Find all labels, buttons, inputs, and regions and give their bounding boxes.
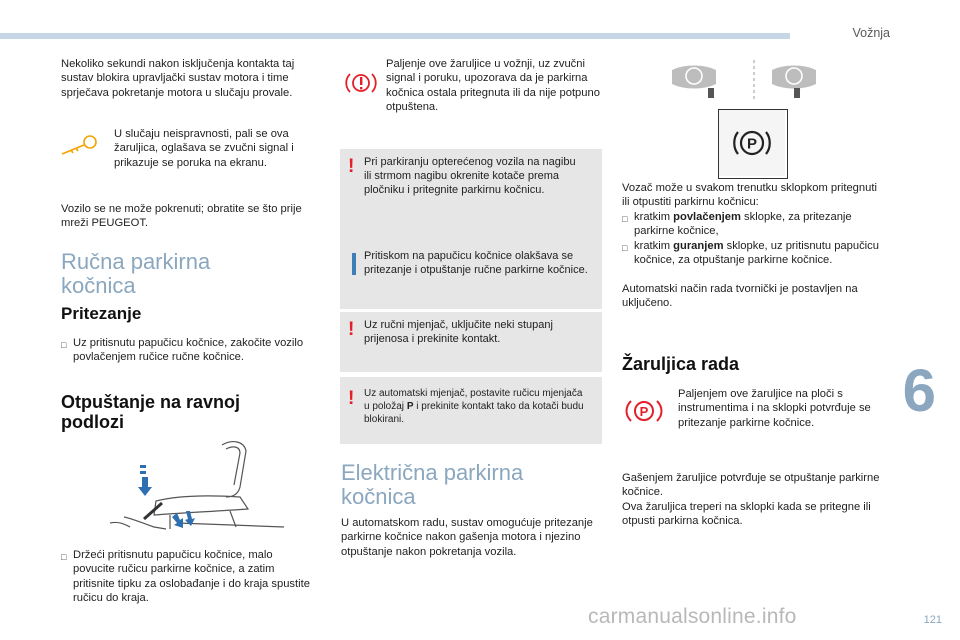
release-heading-line1: Otpuštanje na ravnoj [61, 392, 241, 412]
pull-pre: kratkim [634, 211, 674, 223]
box-automatic-text [364, 387, 590, 426]
epb-text: U automatskom radu, sustav omogućuje pritezanje parkirne kočnice nakon gašenja motora i njezino otpuštanje nakon pokretanja vozila. [341, 517, 593, 558]
electric-brake-title [341, 461, 523, 509]
key-warning-icon [60, 134, 100, 158]
svg-text:P: P [639, 404, 649, 419]
bullet-glyph: □ [622, 243, 628, 253]
warning-light-text: U slučaju neispravnosti, pali se ova žaruljica, oglašava se zvučni signal i prikazuje se poruka na ekranu. [114, 128, 294, 169]
pull-bullet-text [634, 210, 884, 239]
exclamation-icon: ! [348, 156, 355, 177]
box-manual-text: Uz ručni mjenjač, uključite neki stupanj prijenosa i prekinite kontakt. [364, 319, 553, 345]
info-bar-icon [352, 253, 356, 275]
exclamation-icon: ! [348, 319, 355, 340]
page-number: 121 [923, 614, 942, 626]
seat-handbrake-illustration [100, 435, 320, 537]
release-heading [61, 392, 240, 432]
apply-text: Uz pritisnutu papučicu kočnice, zakočite vozilo povlačenjem ručice ručne kočnice. [73, 337, 304, 364]
intro-text: Nekoliko sekundi nakon isključenja kontakta taj sustav blokira upravljački sustav motora i time sprječava pokretanje motora u slučaju provale. [61, 58, 295, 99]
push-keyword: guranjem [673, 240, 724, 252]
alert-text: Paljenje ove žaruljice u vožnji, uz zvučni signal i poruku, upozorava da je parkirna kočnica ostala pritegnuta ili da nije potpuno otpuštena. [386, 58, 600, 114]
watermark: carmanualsonline.info [588, 605, 797, 628]
brake-alert-icon [344, 70, 378, 96]
electric-brake-title-line1: Električna parkirna [341, 460, 524, 485]
push-post: sklopke, uz pritisnutu papučicu kočnice, za otpuštanje parkirne kočnice. [634, 240, 879, 267]
manual-brake-title-line1: Ručna parkirna [61, 249, 211, 274]
lamp-off-text: Gašenjem žaruljice potvrđuje se otpuštanje parkirne kočnice. [622, 472, 880, 499]
warning-box-automatic [340, 377, 602, 444]
parking-brake-icon [624, 397, 664, 425]
box-slope-text: Pri parkiranju opterećenog vozila na nagibu ili strmom nagibu okrenite kotače prema pločniku i pritegnite parkirnu kočnicu. [364, 156, 576, 196]
apply-heading: Pritezanje [61, 304, 142, 323]
top-bar [0, 33, 790, 39]
info-box-pedal [340, 243, 602, 309]
chapter-number: 6 [902, 357, 936, 424]
release-text: Držeći pritisnutu papučicu kočnice, malo povucite ručicu parkirne kočnice, a zatim pritisnite tipku za oslobađanje i do kraja spustite ručicu do kraja. [73, 549, 310, 605]
release-heading-line2: podlozi [61, 412, 124, 432]
svg-text:P: P [746, 135, 758, 153]
running-head: Vožnja [852, 26, 890, 40]
release-bullet [61, 548, 316, 606]
lamp-blink-text: Ova žaruljica treperi na sklopki kada se pritegne ili otpusti parkirna kočnica. [622, 501, 871, 528]
apply-bullet [61, 336, 311, 365]
push-bullet [622, 239, 884, 268]
pull-keyword: povlačenjem [673, 211, 741, 223]
electric-brake-title-line2: kočnica [341, 484, 416, 509]
bullet-glyph: □ [622, 214, 628, 224]
push-bullet-text [634, 239, 884, 268]
lamp-heading: Žaruljica rada [622, 354, 740, 374]
manual-brake-title-line2: kočnica [61, 273, 136, 298]
service-text: Vozilo se ne može pokrenuti; obratite se što prije mreži PEUGEOT. [61, 203, 302, 230]
box-automatic-part2: i prekinite kontakt tako da kotači budu blokirani. [364, 401, 584, 425]
driver-text: Vozač može u svakom trenutku sklopkom pritegnuti ili otpustiti parkirnu kočnicu: [622, 182, 877, 209]
pull-post: sklopke, za pritezanje parkirne kočnice, [634, 211, 852, 238]
warning-box-slope [340, 149, 602, 243]
warning-box-manual [340, 312, 602, 372]
push-pre: kratkim [634, 240, 674, 252]
pull-bullet [622, 210, 884, 239]
auto-mode-text: Automatski način rada tvornički je postavljen na uključeno. [622, 283, 858, 310]
bullet-glyph: □ [61, 552, 67, 562]
bullet-glyph: □ [61, 340, 67, 350]
exclamation-icon: ! [348, 388, 355, 409]
lamp-text: Paljenjem ove žaruljice na ploči s instrumentima i na sklopki potvrđuje se pritezanje parkirne kočnice. [678, 388, 871, 429]
box-automatic-part1: Uz automatski mjenjač, postavite ručicu mjenjača u položaj [364, 388, 583, 412]
manual-brake-title [61, 250, 210, 298]
switch-panel-illustration [664, 60, 844, 104]
parking-brake-switch-icon [718, 109, 788, 179]
gear-p-label: P [406, 401, 414, 412]
box-pedal-text: Pritiskom na papučicu kočnice olakšava se pritezanje i otpuštanje ručne parkirne kočnice. [364, 250, 588, 276]
